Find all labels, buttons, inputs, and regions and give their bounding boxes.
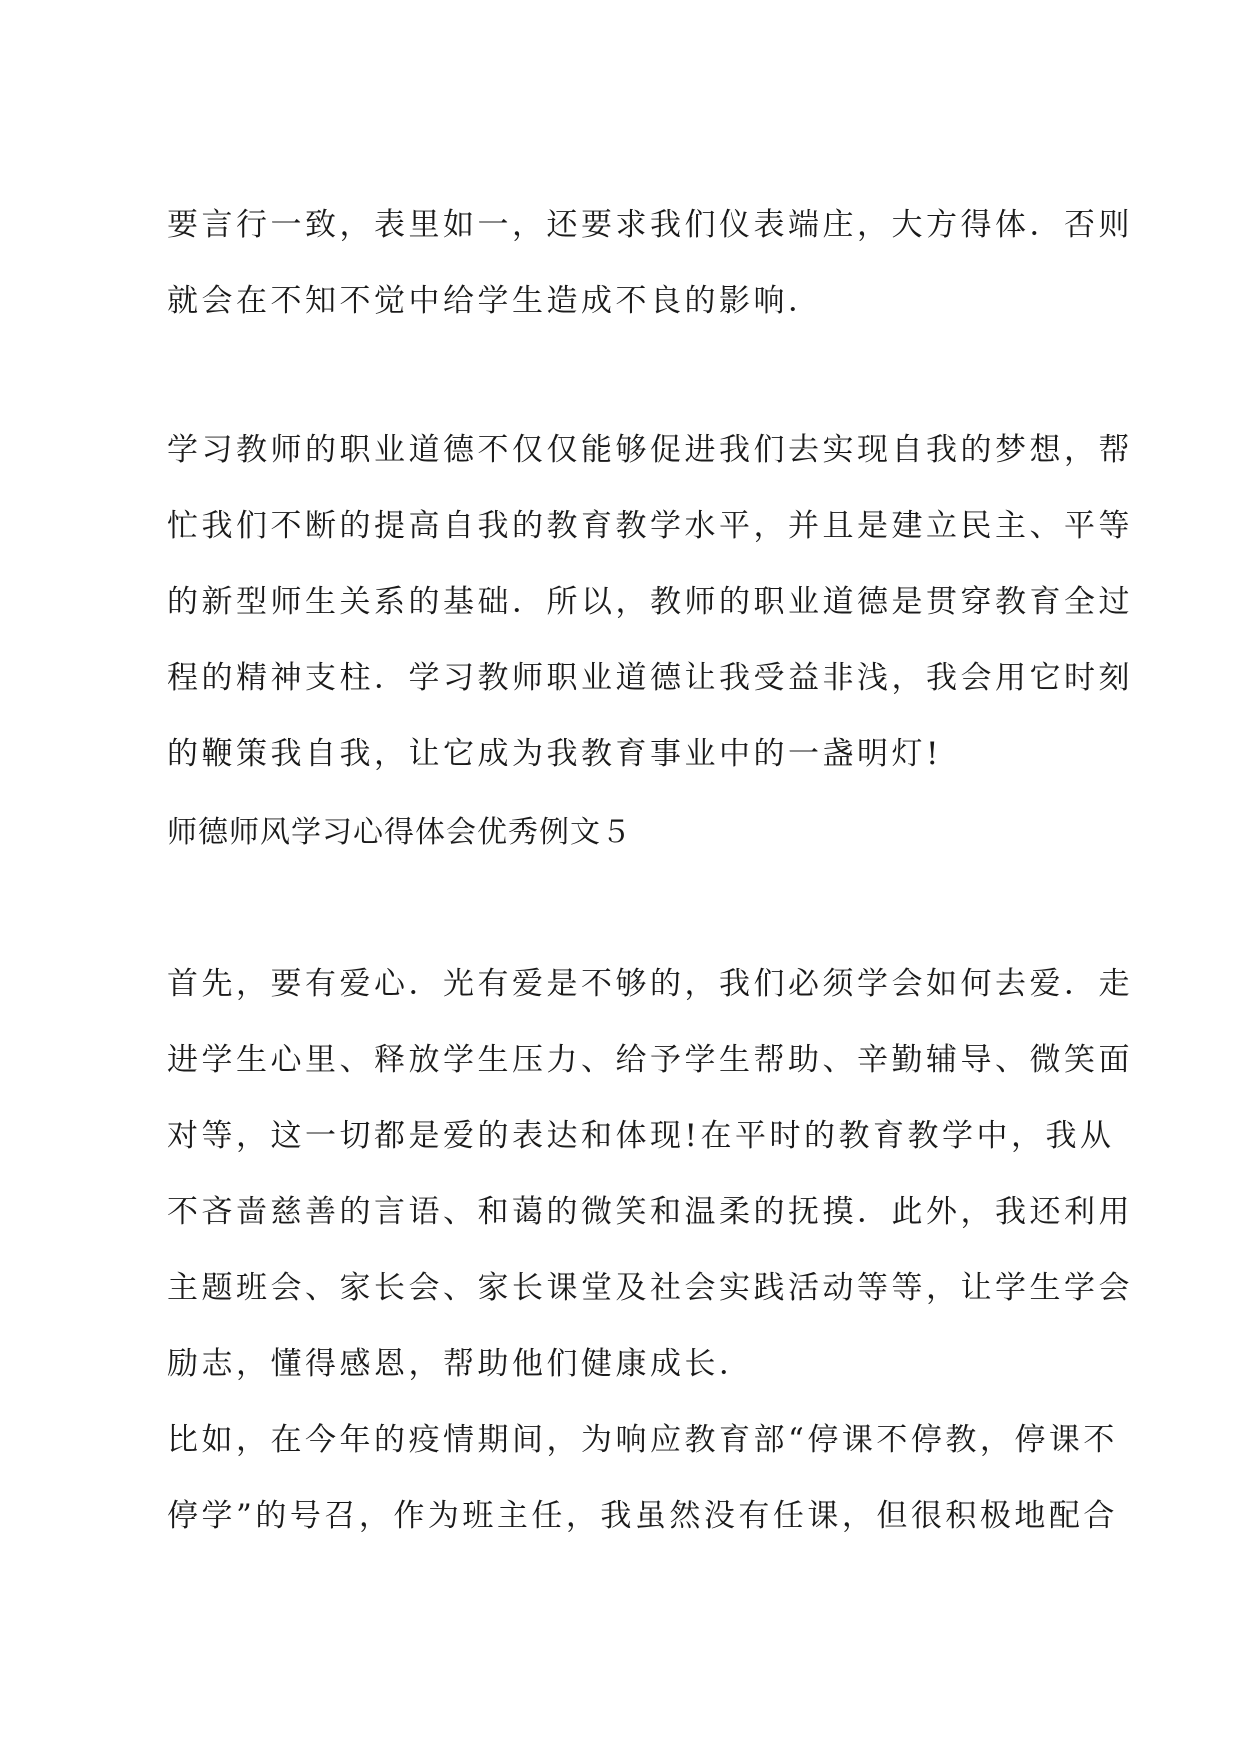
paragraph-2 [167,412,1133,792]
text-line: 进学生心里、释放学生压力、给予学生帮助、辛勤辅导、微笑面 [167,1042,1133,1078]
text-line: 停学”的号召，作为班主任，我虽然没有任课，但很积极地配合 [167,1498,1118,1534]
text-line: 比如，在今年的疫情期间，为响应教育部“停课不停教，停课不 [167,1422,1118,1458]
paragraph-4 [167,1402,1118,1554]
text-line: 的鞭策我自我，让它成为我教育事业中的一盏明灯! [167,736,942,772]
section-heading: 师德师风学习心得体会优秀例文５ [167,815,632,850]
paragraph-1 [167,187,1133,339]
text-line: 不吝啬慈善的言语、和蔼的微笑和温柔的抚摸．此外，我还利用 [167,1194,1133,1230]
text-line: 首先，要有爱心．光有爱是不够的，我们必须学会如何去爱．走 [167,966,1133,1002]
text-line: 就会在不知不觉中给学生造成不良的影响． [167,283,823,319]
text-line: 的新型师生关系的基础．所以，教师的职业道德是贯穿教育全过 [167,584,1133,620]
text-line: 对等，这一切都是爱的表达和体现!在平时的教育教学中，我从 [167,1118,1115,1154]
text-line: 程的精神支柱．学习教师职业道德让我受益非浅，我会用它时刻 [167,660,1133,696]
text-line: 要言行一致，表里如一，还要求我们仪表端庄，大方得体．否则 [167,207,1133,243]
paragraph-3 [167,946,1133,1402]
text-line: 学习教师的职业道德不仅仅能够促进我们去实现自我的梦想，帮 [167,432,1133,468]
section-heading-block [167,795,1087,871]
text-line: 忙我们不断的提高自我的教育教学水平，并且是建立民主、平等 [167,508,1133,544]
text-line: 主题班会、家长会、家长课堂及社会实践活动等等，让学生学会 [167,1270,1133,1306]
text-line: 励志，懂得感恩，帮助他们健康成长． [167,1346,754,1382]
